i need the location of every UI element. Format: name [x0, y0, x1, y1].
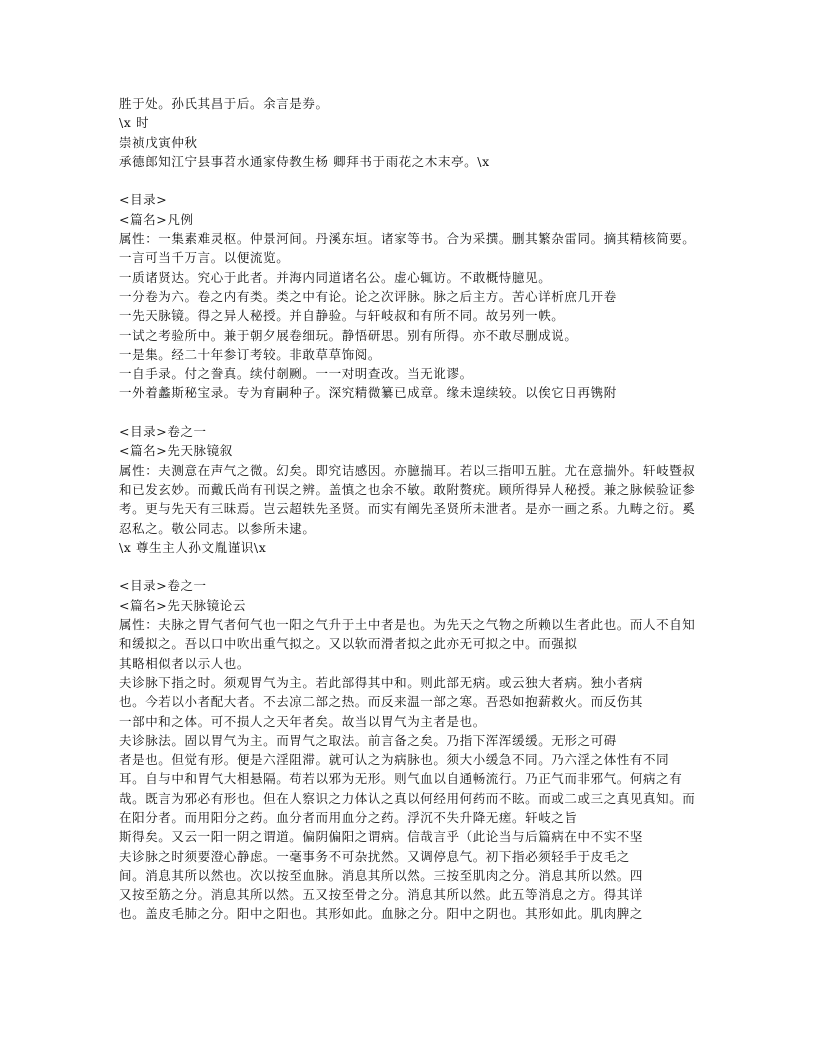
text-line: 和缓拟之。吾以口中吹出重气拟之。又以软而滑者拟之此亦无可拟之中。而强拟	[119, 636, 578, 652]
text-line: \x 尊生主人孙文胤谨识\x	[119, 539, 267, 555]
colophon-block	[119, 94, 701, 171]
text-line: 夫诊脉之时须要澄心静虑。一毫事务不可杂扰然。又调停息气。初下指必须轻手于皮毛之	[119, 848, 630, 864]
text-line: 一自手录。付之誊真。续付剞劂。一一对明查改。当无讹谬。	[119, 366, 473, 382]
chapter-title: <篇名>先天脉镜论云	[119, 597, 246, 613]
text-line: 其略相似者以示人也。	[119, 655, 251, 671]
text-line: 一试之考验所中。兼于朝夕展卷细玩。静悟研思。别有所得。亦不敢尽删成说。	[119, 327, 578, 343]
toc-heading: <目录>卷之一	[119, 578, 207, 594]
section-discussion	[119, 576, 701, 923]
text-line: 斯得矣。又云一阳一阴之谓道。偏阴偏阳之谓病。信哉言乎（此论当与后篇病在中不实不坚	[119, 829, 644, 845]
text-line: 一部中和之体。可不损人之天年者矣。故当以胃气为主者是也。	[119, 713, 486, 729]
text-line: 一先天脉镜。得之异人秘授。并自静验。与轩岐叔和有所不同。故另列一帙。	[119, 308, 565, 324]
text-line: 一质诸贤达。究心于此者。并海内同道诸名公。虚心辄访。不敢概恃臆见。	[119, 269, 552, 285]
text-line: \x 时	[119, 115, 150, 131]
text-line: 胜于处。孙氏其昌于后。余言是券。	[119, 96, 329, 111]
section-fanli	[119, 190, 701, 402]
section-preface	[119, 422, 701, 557]
chapter-title: <篇名>先天脉镜叙	[119, 443, 233, 459]
text-line: 一是集。经二十年参订考较。非敢草草饰阅。	[119, 346, 382, 362]
text-line: 属性：夫脉之胃气者何气也一阳之气升于土中者是也。为先天之气物之所赖以生者此也。而人不自知	[119, 617, 696, 633]
paragraph-gap	[119, 557, 701, 576]
text-line: 也。今若以小者配大者。不去凉二部之热。而反来温一部之寒。吾恐如抱薪救火。而反伤其	[119, 694, 644, 710]
toc-heading: <目录>卷之一	[119, 424, 207, 440]
text-line: 一外着蠡斯秘宝录。专为育嗣种子。深究精微纂已成章。缘未遑续较。以俟它日再镌附	[119, 385, 617, 401]
document-page	[119, 94, 701, 924]
text-line: 也。盖皮毛肺之分。阳中之阳也。其形如此。血脉之分。阳中之阴也。其形如此。肌肉脾之	[119, 906, 644, 922]
text-line: 耳。自与中和胃气大相悬隔。苟若以邪为无形。则气血以自通畅流行。乃正气而非邪气。何病之有哉。既言为邪必有形也。但在人察识之力体认之真以何经用何药而不眩。而或二或三之真见真知。而在阳分者。而用阳分之药。血分者而用血分之药。浮沉不失升降无瘥。轩岐之旨	[119, 771, 696, 825]
text-line: 又按至筋之分。消息其所以然。五又按至骨之分。消息其所以然。此五等消息之方。得其详	[119, 887, 644, 903]
chapter-title: <篇名>凡例	[119, 211, 194, 227]
text-line: 夫诊脉法。固以胃气为主。而胃气之取法。前言备之矣。乃指下浑浑缓缓。无形之可碍	[119, 732, 617, 748]
paragraph-gap	[119, 171, 701, 190]
text-line: 者是也。但觉有形。便是六淫阻滞。就可认之为病脉也。须大小缓急不同。乃六淫之体性有不同	[119, 752, 670, 768]
text-line: 属性：夫测意在声气之微。幻矣。即究诘感因。亦臆揣耳。若以三指叩五脏。尤在意揣外。轩岐暨叔和已发玄妙。而戴氏尚有刊误之辨。盖慎之也余不敏。敢附赘疣。顾所得异人秘授。兼之脉候验证参考。更与先天有三昧焉。岂云超轶先圣贤。而实有阐先圣贤所未泄者。是亦一画之系。九畴之衍。奚忍私之。敬公同志。以参所未逮。	[119, 462, 696, 536]
toc-heading: <目录>	[119, 192, 168, 208]
text-line: 一分卷为六。卷之内有类。类之中有论。论之次评脉。脉之后主方。苦心详析庶几开卷	[119, 288, 617, 304]
text-line: 间。消息其所以然也。次以按至血脉。消息其所以然。三按至肌肉之分。消息其所以然。四	[119, 867, 644, 883]
text-line: 属性：一集素难灵枢。仲景河间。丹溪东垣。诸家等书。合为采撰。删其繁杂雷同。摘其精核简要。一言可当千万言。以便流览。	[119, 231, 696, 266]
text-line: 夫诊脉下指之时。须观胃气为主。若此部得其中和。则此部无病。或云独大者病。独小者病	[119, 674, 644, 690]
paragraph-gap	[119, 403, 701, 422]
text-line: 承德郎知江宁县事苕水通家侍教生杨 卿拜书于雨花之木末亭。\x	[119, 153, 490, 169]
text-line: 崇祯戊寅仲秋	[119, 134, 198, 150]
